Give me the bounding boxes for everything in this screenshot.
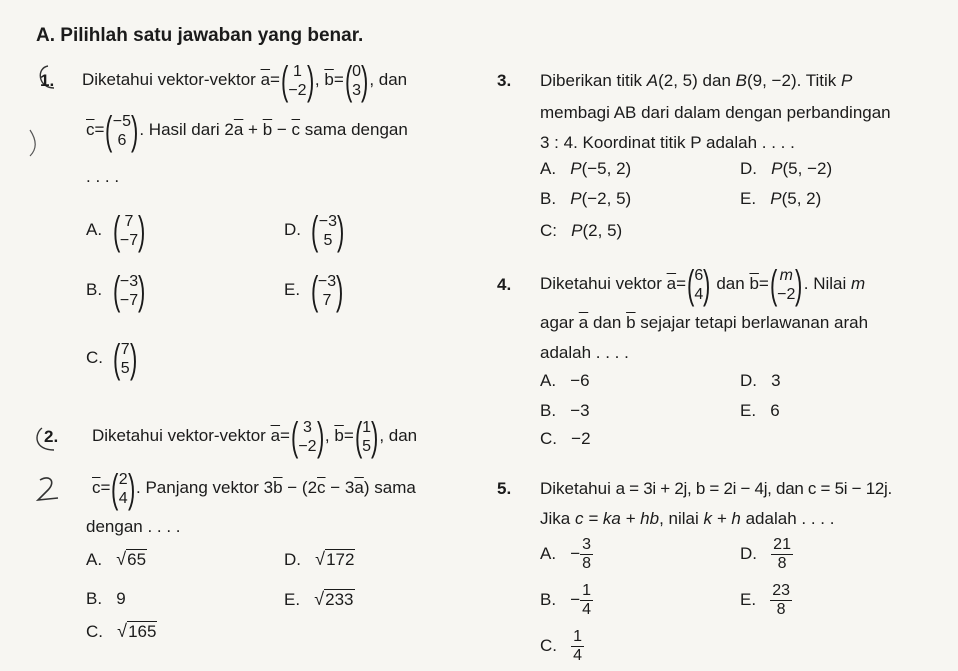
q4-stem-line1: Diketahui vektor $\overline{a}=$ ( 6 4 ) dan $\overline{b}=$ ( m −2 ) . Nilai m <box>540 262 866 307</box>
q2-expr-a: $\overline{a}$ <box>354 478 364 497</box>
q2-expr-mid: − (2 <box>282 478 318 497</box>
q5-line2-kh: k + h <box>703 509 741 528</box>
q3-option-d[interactable]: D. P(5, −2) <box>740 159 833 178</box>
q1-option-c-bottom: 5 <box>120 359 130 377</box>
q1-option-d-label: D. <box>284 220 301 239</box>
q3-option-b-value: (−2, 5) <box>581 189 632 208</box>
q4-a-vec-top: 6 <box>694 266 704 284</box>
q2-option-e[interactable]: E. √233 <box>284 589 354 609</box>
q1-stem-line1: Diketahui vektor-vektor $\overline{a}=$ ( 1 −2 ) , $\overline{b}=$ ( 0 3 ) , dan <box>82 58 408 103</box>
q1-c-vec-bottom: 6 <box>117 131 127 149</box>
q5-option-e-num: 23 <box>772 582 791 600</box>
pencil-mark-q2 <box>30 410 90 510</box>
q2-expr-c: $\overline{c}$ <box>317 478 326 497</box>
q3-option-e-value: (5, 2) <box>781 189 822 208</box>
q2-option-a-label: A. <box>86 550 103 569</box>
q5-line2-c: adalah . . . . <box>745 509 835 528</box>
q4-number: 4. <box>497 275 512 294</box>
q5-option-d-den: 8 <box>777 555 787 573</box>
q1-dan: , dan <box>369 70 408 89</box>
q2-option-b-value: 9 <box>116 589 126 608</box>
q3-line1-a: Diberikan titik <box>540 71 643 90</box>
q3-option-b[interactable]: B. P(−2, 5) <box>540 189 632 208</box>
q1-stem-line2 <box>86 108 408 152</box>
q4-line2-c: sejajar tetapi berlawanan arah <box>640 313 869 332</box>
q4-dan: dan <box>716 274 745 293</box>
q2-option-c[interactable]: C. √165 <box>86 621 157 641</box>
q1-option-a-top: 7 <box>124 212 134 230</box>
q3-option-b-label: B. <box>540 189 557 208</box>
q4-option-c-value: −2 <box>571 429 591 448</box>
q1-eq2: = <box>333 70 344 89</box>
q1-b-vec-top: 0 <box>352 62 361 80</box>
q5-option-c-num: 1 <box>573 628 583 646</box>
q4-b-vec-bottom: −2 <box>777 285 796 303</box>
q5-option-b-label: B. <box>540 590 557 609</box>
q5-line2 <box>540 510 834 527</box>
q2-a-vec-bottom: −2 <box>298 437 317 455</box>
q2-option-d-label: D. <box>284 550 301 569</box>
q3-option-e-label: E. <box>740 189 757 208</box>
q2-expr-end: ) <box>363 478 370 497</box>
q1-c-vector: ( −5 6 ) <box>105 108 139 153</box>
q2-c: $\overline{c}$ <box>92 478 101 497</box>
q1-option-d-bottom: 5 <box>323 231 333 249</box>
q1-option-c-top: 7 <box>120 340 130 358</box>
q1-option-e-label: E. <box>284 280 301 299</box>
q5-option-d-num: 21 <box>773 536 791 554</box>
q3-line3: 3 : 4. Koordinat titik P adalah . . . . <box>540 133 795 152</box>
q4-option-d-label: D. <box>740 371 757 390</box>
section-title: A. Pilihlah satu jawaban yang benar. <box>36 25 364 46</box>
q4-b-vec-top: m <box>779 266 793 284</box>
q2-stem-line2: $\overline{c}=$ ( 2 4 ) . Panjang vektor $3\overline{b} - (2\overline{c} - 3\overline{a})$ sama <box>92 466 416 511</box>
q5-option-d-label: D. <box>740 544 757 563</box>
q4-line2-a-sym: $\overline{a}$ <box>578 313 589 332</box>
q5-option-d[interactable] <box>740 536 793 573</box>
q4-option-c-label: C. <box>540 429 557 448</box>
q4-option-b-value: −3 <box>570 401 590 420</box>
q3-number: 3. <box>497 71 512 90</box>
q1-expr-b: $\overline{b}$ <box>262 120 273 139</box>
q2-option-c-value: 165 <box>128 622 157 641</box>
q2-option-d-value: 172 <box>326 550 355 569</box>
q1-expr-c: $\overline{c}$ <box>291 120 301 139</box>
q1-text-c: sama dengan <box>304 120 408 139</box>
q1-a-vec-top: 1 <box>292 62 302 80</box>
q2-number: 2. <box>44 427 59 446</box>
q4-option-d-value: 3 <box>771 371 781 390</box>
q1-c-vec-top: −5 <box>112 112 132 130</box>
q1-a: $\overline{a}$ <box>260 70 271 89</box>
q2-c-vec-top: 2 <box>118 470 128 488</box>
q1-option-e-top: −3 <box>317 272 337 290</box>
q1-option-d[interactable]: D. ( −3 5 ) <box>284 208 345 253</box>
q3-dan: dan <box>702 71 731 90</box>
q5-option-b-num: 1 <box>582 582 592 600</box>
q1-option-a-label: A. <box>86 220 103 239</box>
q1-c: $\overline{c}$ <box>86 120 95 139</box>
q2-eq: = <box>280 426 290 445</box>
q2-expr-3: 3 <box>263 478 274 497</box>
q2-option-e-label: E. <box>284 590 301 609</box>
q2-a: $\overline{a}$ <box>270 426 281 445</box>
q5-line1 <box>540 480 892 497</box>
q5-vector-definitions: a = 3i + 2j, b = 2i − 4j, dan c = 5i − 12j. <box>615 479 892 498</box>
q2-expr-m2: − 3 <box>325 478 355 497</box>
q2-b: $\overline{b}$ <box>334 426 344 445</box>
q1-number: 1. <box>40 71 55 90</box>
q5-option-b[interactable] <box>540 582 593 619</box>
q3-point-b: B <box>735 71 747 90</box>
q4-option-c[interactable] <box>540 430 591 447</box>
q2-option-b[interactable] <box>86 590 126 607</box>
q1-expr-a: $\overline{a}$ <box>233 120 244 139</box>
q4-option-a-label: A. <box>540 371 557 390</box>
q4-option-b[interactable] <box>540 402 590 419</box>
q1-eq: = <box>270 70 280 89</box>
q1-option-b-bottom: −7 <box>119 291 139 309</box>
q2-b-vec-top: 1 <box>362 418 371 436</box>
q2-text-b: . Panjang vektor <box>136 478 259 497</box>
q5-option-c[interactable] <box>540 628 584 665</box>
q2-expr-b: $\overline{b}$ <box>273 478 283 497</box>
q3-point-b-coord: (9, −2) <box>747 71 797 90</box>
q4-a: $\overline{a}$ <box>666 274 677 293</box>
q1-expr-minus: − <box>272 120 292 139</box>
q5-line2-eq: c = ka + hb <box>574 509 660 528</box>
q5-option-a-num: 3 <box>582 536 592 554</box>
q4-text-a: Diketahui vektor <box>540 274 662 293</box>
q2-a-vec-top: 3 <box>302 418 312 436</box>
q1-eq3: = <box>94 120 105 139</box>
q2-option-a[interactable]: A. √65 <box>86 549 147 569</box>
q5-option-a-sign: − <box>570 544 581 563</box>
q5-option-e-label: E. <box>740 590 757 609</box>
q2-option-a-value: 65 <box>127 550 147 569</box>
q1-a-vector: ( 1 −2 ) <box>280 58 314 103</box>
q4-option-a-value: −6 <box>570 371 590 390</box>
q4-line2-a: agar <box>540 313 575 332</box>
q5-option-a[interactable] <box>540 536 593 573</box>
q4-b: $\overline{b}$ <box>749 274 759 293</box>
q2-b-vec-bottom: 5 <box>362 437 371 455</box>
q5-option-e[interactable] <box>740 582 792 619</box>
pencil-mark-q1 <box>24 52 64 162</box>
q3-option-a-value: (−5, 2) <box>581 159 632 178</box>
q5-option-b-den: 4 <box>582 601 592 619</box>
q5-option-c-den: 4 <box>573 647 583 665</box>
q1-dots: . . . . <box>86 167 120 186</box>
q1-option-e[interactable]: E. ( −3 7 ) <box>284 268 344 313</box>
q2-text-d: dengan . . . . <box>86 517 181 536</box>
q3-option-d-value: (5, −2) <box>782 159 833 178</box>
q3-option-c-label: C: <box>540 221 557 240</box>
q4-option-d[interactable] <box>740 372 781 389</box>
q1-option-b[interactable]: B. ( −3 −7 ) <box>86 268 146 313</box>
q4-eq2: = <box>758 274 769 293</box>
q1-option-b-label: B. <box>86 280 103 299</box>
q1-expr-2: 2 <box>224 120 234 139</box>
q4-option-b-label: B. <box>540 401 557 420</box>
q2-option-b-label: B. <box>86 589 103 608</box>
q4-m: m <box>851 274 866 293</box>
q1-option-a-bottom: −7 <box>119 231 139 249</box>
q1-option-c[interactable]: C. ( 7 5 ) <box>86 336 138 381</box>
q2-c-vec-bottom: 4 <box>118 489 128 507</box>
q1-option-a[interactable]: A. ( 7 −7 ) <box>86 208 146 253</box>
q1-option-b-top: −3 <box>119 272 139 290</box>
q2-eq2: = <box>343 426 354 445</box>
q1-option-d-top: −3 <box>318 212 338 230</box>
q3-point-a-coord: (2, 5) <box>658 71 698 90</box>
q3-option-e[interactable]: E. P(5, 2) <box>740 189 822 208</box>
q1-text-b: . Hasil dari <box>139 120 220 139</box>
q1-option-c-label: C. <box>86 348 103 367</box>
q4-option-e-value: 6 <box>770 401 780 420</box>
q2-stem-line1: Diketahui vektor-vektor $\overline{a}=$ ( 3 −2 ) , $\overline{b}=$ ( 1 5 ) , dan <box>92 414 418 459</box>
q3-option-d-label: D. <box>740 159 757 178</box>
q2-eq3: = <box>100 478 111 497</box>
q3-point-a: A <box>646 71 659 90</box>
q3-stem-line1 <box>540 72 852 89</box>
q5-line1-text: Diketahui <box>540 479 611 498</box>
q4-option-a[interactable] <box>540 372 590 389</box>
q4-line2-b: dan <box>592 313 622 332</box>
q4-option-e[interactable] <box>740 402 780 419</box>
q1-b-vector: ( 0 3 ) <box>344 58 369 103</box>
q5-line2-a: Jika <box>540 509 571 528</box>
q3-option-a-label: A. <box>540 159 557 178</box>
q3-line2: membagi AB dari dalam dengan perbandingan <box>540 103 891 122</box>
q2-option-c-label: C. <box>86 622 103 641</box>
q2-text-c: sama <box>374 478 416 497</box>
q3-option-c-value: (2, 5) <box>582 221 623 240</box>
q2-text-a: Diketahui vektor-vektor <box>92 426 266 445</box>
q2-option-e-value: 233 <box>325 590 354 609</box>
q1-b-vec-bottom: 3 <box>352 81 361 99</box>
q4-a-vec-bottom: 4 <box>694 285 704 303</box>
q1-b: $\overline{b}$ <box>324 70 334 89</box>
q4-line2-b-sym: $\overline{b}$ <box>626 313 636 332</box>
q4-text-b: . Nilai <box>803 274 847 293</box>
q1-expr-plus: + <box>243 120 263 139</box>
q3-option-c[interactable]: C: P(2, 5) <box>540 221 623 240</box>
q5-option-c-label: C. <box>540 636 557 655</box>
q3-point-p: P <box>841 71 853 90</box>
q4-eq: = <box>676 274 687 293</box>
q5-option-a-den: 8 <box>582 555 592 573</box>
q2-option-d[interactable]: D. √172 <box>284 549 355 569</box>
q4-line3: adalah . . . . <box>540 343 629 362</box>
q1-option-e-bottom: 7 <box>322 291 332 309</box>
q4-option-e-label: E. <box>740 401 757 420</box>
q5-option-e-den: 8 <box>776 601 786 619</box>
q5-line2-b: , nilai <box>659 509 699 528</box>
q4-line2 <box>540 314 868 331</box>
q1-a-vec-bottom: −2 <box>288 81 307 99</box>
q2-dan: , dan <box>379 426 418 445</box>
q3-option-a[interactable]: A. P(−5, 2) <box>540 159 632 178</box>
q3-line1-b: . Titik <box>796 71 837 90</box>
q1-text-a: Diketahui vektor-vektor <box>82 70 256 89</box>
q5-number: 5. <box>497 479 512 498</box>
q5-option-b-sign: − <box>570 590 581 609</box>
q5-option-a-label: A. <box>540 544 557 563</box>
